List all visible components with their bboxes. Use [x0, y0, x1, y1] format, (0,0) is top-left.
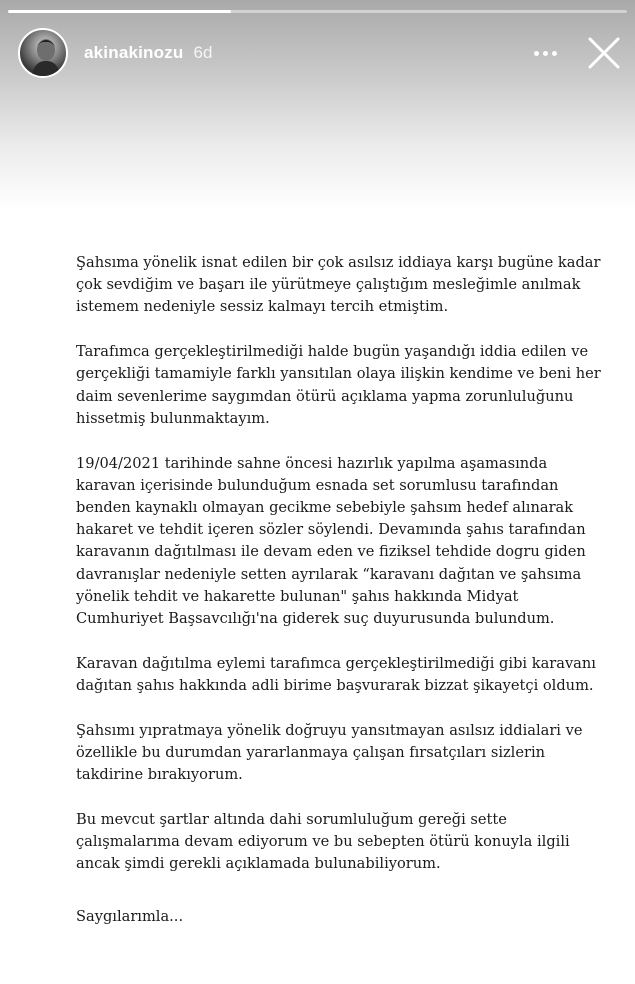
avatar-photo-icon: [20, 30, 68, 78]
statement-line: Şahsımı yıpratmaya yönelik doğruyu yansıtmayan asılsız iddialari ve: [76, 721, 583, 739]
statement-paragraph: [76, 453, 586, 631]
statement-line: Cumhuriyet Başsavcılığı'na giderek suç duyurusunda bulundum.: [76, 610, 555, 628]
statement-line: çalışmalarıma devam ediyorum ve bu sebepten ötürü konuyla ilgili: [76, 833, 570, 851]
more-horizontal-icon[interactable]: [534, 51, 557, 56]
statement-line: Karavan dağıtılma eylemi tarafımca gerçekleştirilmediği gibi karavanı: [76, 654, 596, 672]
statement-line: hissetmiş bulunmaktayım.: [76, 409, 270, 427]
statement-line: özellikle bu durumdan yararlanmaya çalışan fırsatçıları sizlerin: [76, 744, 546, 762]
story-progress-fill: [8, 10, 231, 13]
statement-line: ancak şimdi gerekli açıklamada bulunabiliyorum.: [76, 855, 441, 873]
statement-line: dağıtan şahıs hakkında adli birime başvurarak bizzat şikayetçi oldum.: [76, 677, 594, 695]
statement-line: davranışlar nedeniyle setten ayrılarak “karavanı dağıtan ve şahsıma: [76, 565, 582, 583]
statement-line: benden kaynaklı olmayan gecikme sebebiyle şahsım hedef alınarak: [76, 499, 574, 517]
statement-line: Tarafımca gerçekleştirilmediği halde bugün yaşandığı iddia edilen ve: [76, 343, 589, 361]
statement-paragraph: [76, 653, 596, 697]
statement-line: çok sevdiğim ve başarı ile yürütmeye çalıştığım mesleğimle anılmak: [76, 276, 581, 294]
statement-line: takdirine bırakıyorum.: [76, 766, 243, 784]
statement-line: Bu mevcut şartlar altında dahi sorumluluğum gereği sette: [76, 811, 507, 829]
statement-paragraph: [76, 809, 576, 876]
close-icon[interactable]: [587, 36, 621, 70]
statement-text: [76, 252, 601, 898]
avatar[interactable]: [18, 28, 68, 78]
story-progress-bar: [8, 10, 627, 13]
statement-line: karavanın dağıtılması ile devam eden ve fiziksel tehdide dogru giden: [76, 543, 586, 561]
username[interactable]: akinakinozu: [84, 43, 184, 62]
statement-line: hakaret ve tehdit içeren sözler söylendi. Devamında şahıs tarafından: [76, 521, 586, 539]
statement-paragraph: [76, 252, 601, 319]
statement-paragraph: [76, 341, 601, 430]
statement-signoff: Saygılarımla...: [76, 908, 184, 925]
statement-line: Şahsıma yönelik isnat edilen bir çok asılsız iddiaya karşı bugüne kadar: [76, 254, 601, 271]
statement-line: istemem nedeniyle sessiz kalmayı tercih etmiştim.: [76, 298, 449, 316]
statement-line: karavan içerisinde bulunduğum esnada set sorumlusu tarafından: [76, 476, 559, 494]
statement-line: daim sevenlerime saygımdan ötürü açıklama yapma zorunluluğunu: [76, 387, 574, 405]
story-header: [18, 26, 621, 80]
statement-line: gerçekliği tamamiyle farklı yansıtılan olaya ilişkin kendime ve beni her: [76, 365, 601, 383]
statement-line: yönelik tehdit ve hakarette bulunan" şahıs hakkında Midyat: [76, 587, 519, 605]
statement-line: 19/04/2021 tarihinde sahne öncesi hazırlık yapılma aşamasında: [76, 454, 548, 472]
story-timestamp: 6d: [193, 43, 213, 62]
statement-paragraph: [76, 720, 583, 787]
